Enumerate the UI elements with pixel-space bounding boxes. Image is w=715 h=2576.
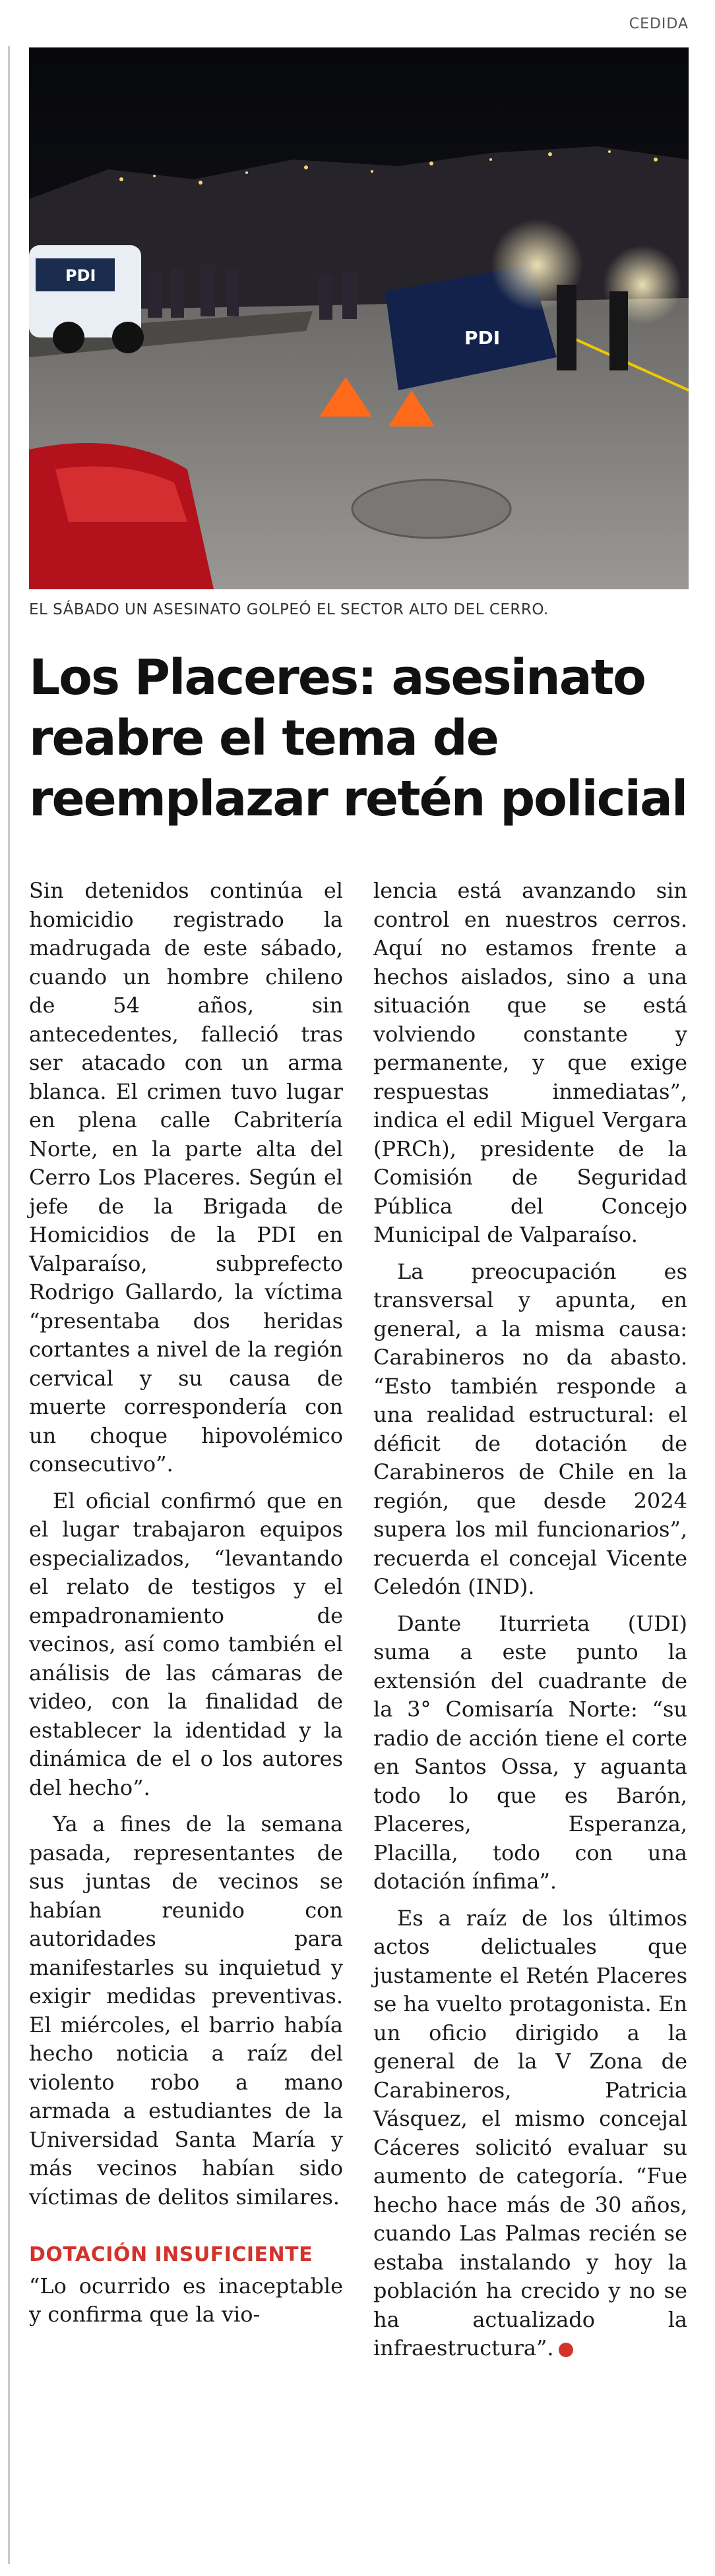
paragraph: El oficial confirmó que en el lugar trabajaron equipos especializados, “levantando el relato de testigos y el empadronamiento de vecinos, así como también el análisis de las cámaras de video, con la finalidad de establecer la identidad y la dinámica de el o los autores del hecho”.: [29, 1488, 343, 1800]
column-rule: [8, 46, 10, 2564]
paragraph-final: [373, 1904, 687, 2363]
paragraph: Ya a fines de la semana pasada, representantes de sus juntas de vecinos se habían reunido con autoridades para manifestarles su inquietud y exigir medidas preventivas. El miércoles, el barrio había hecho noticia a raíz del violento robo a mano armada a estudiantes de la Universidad Santa María y más vecinos habían sido víctimas de delitos similares.: [29, 1811, 343, 2210]
end-of-article-icon: ✚: [559, 2343, 573, 2357]
paragraph: Sin detenidos continúa el homicidio registrado la madrugada de este sábado, cuando un hombre chileno de 54 años, sin antecedentes, falleció tras ser atacado con un arma blanca. El crimen tuvo lugar en plena calle Cabritería Norte, en la parte alta del Cerro Los Placeres. Según el jefe de la Brigada de Homicidios de la PDI en Valparaíso, subprefecto Rodrigo Gallardo, la víctima “presentaba dos heridas cortantes a nivel de la región cervical y su causa de muerte correspondería con un choque hipovolémico consecutivo”.: [29, 878, 343, 1477]
paragraph: lencia está avanzando sin control en nuestros cerros. Aquí no estamos frente a hechos aislados, sino a una situación que se está volviendo constante y permanente, y que exige respuestas inmediatas”, indica el edil Miguel Vergara (PRCh), presidente de la Comisión de Seguridad Pública del Concejo Municipal de Valparaíso.: [373, 878, 687, 1247]
paragraph: “Lo ocurrido es inaceptable y confirma que la vio-: [29, 2273, 343, 2327]
paragraph-text: Es a raíz de los últimos actos delictuales que justamente el Retén Placeres se ha vuelto protagonista. En un oficio dirigido a la general de la V Zona de Carabineros, Patricia Vásquez, el mismo concejal Cáceres solicitó evaluar su aumento de categoría. “Fue hecho hace más de 30 años, cuando Las Palmas recién se estaba instalando y hoy la población ha crecido y no se ha actualizado la infraestructura”.: [373, 1905, 687, 2360]
photo-caption: EL SÁBADO UN ASESINATO GOLPEÓ EL SECTOR ALTO DEL CERRO.: [29, 601, 549, 618]
article-column-left: [29, 877, 343, 2337]
photo-credit: CEDIDA: [629, 16, 689, 32]
paragraph: La preocupación es transversal y apunta, en general, a la misma causa: Carabineros no da abasto. “Esto también responde a una realidad estructural: el déficit de dotación de Carabineros de Chile en la región, que desde 2024 supera los mil funcionarios”, recuerda el concejal Vicente Celedón (IND).: [373, 1258, 687, 1599]
section-subhead: DOTACIÓN INSUFICIENTE: [29, 2243, 313, 2266]
pdi-car-text: PDI: [65, 266, 96, 285]
crime-scene-photo: [29, 47, 689, 589]
pdi-tent-text: PDI: [464, 327, 501, 349]
paragraph: Dante Iturrieta (UDI) suma a este punto la extensión del cuadrante de la 3° Comisaría Norte: “su radio de acción tiene el corte en Santos Ossa, y aguanta todo lo que es Barón, Placeres, Esperanza, Placilla, todo con una dotación ínfima”.: [373, 1610, 687, 1894]
headline: Los Placeres: asesinato reabre el tema de reemplazar retén policial: [29, 649, 687, 827]
article-column-right: [373, 877, 687, 2371]
